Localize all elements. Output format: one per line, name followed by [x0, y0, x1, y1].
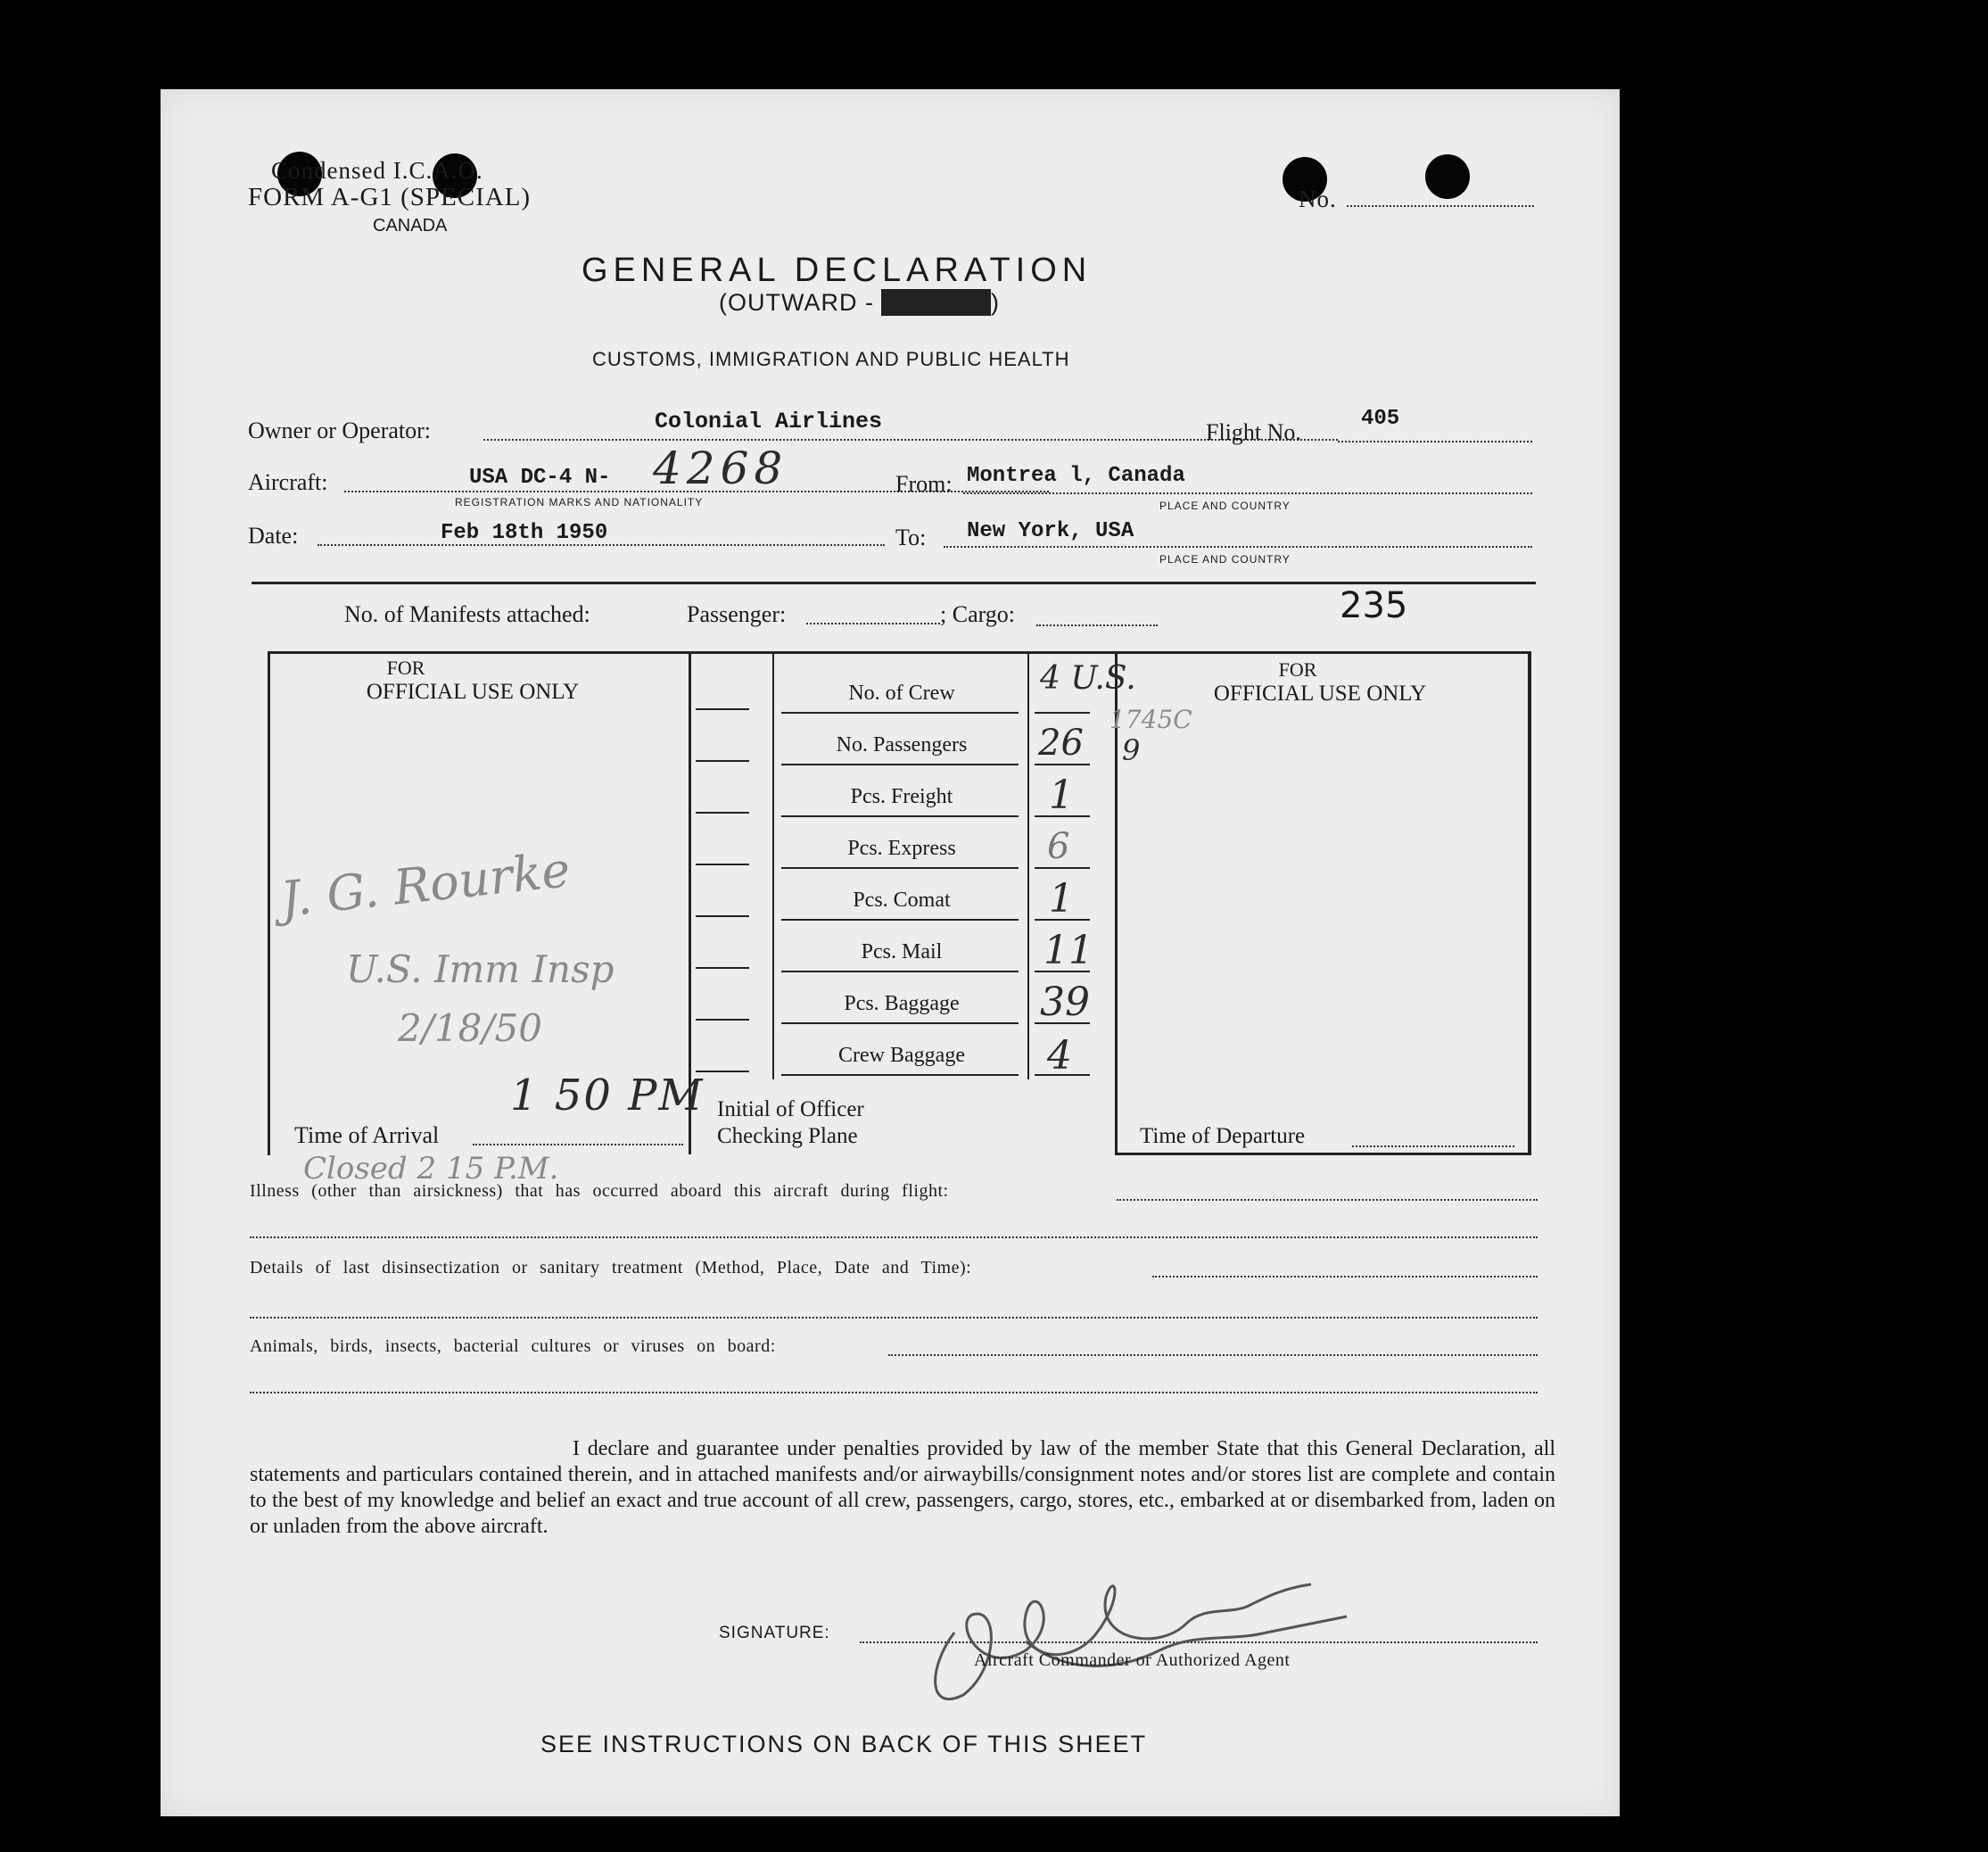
- aircraft-number-handwritten: 4268: [653, 442, 788, 494]
- number-field[interactable]: [1347, 205, 1534, 207]
- row-value-passengers: 26: [1038, 723, 1084, 764]
- declaration-form: [161, 89, 1620, 1816]
- form-subtitle: [719, 289, 1000, 317]
- row-value-crew-baggage: 4: [1047, 1033, 1072, 1079]
- to-label: To:: [895, 525, 927, 550]
- closed-note: Closed 2 15 P.M.: [303, 1151, 559, 1186]
- row-label-baggage: Pcs. Baggage: [844, 992, 960, 1015]
- row-label-passengers: No. Passengers: [836, 733, 968, 757]
- table-bottom-right: [1115, 1153, 1529, 1155]
- form-code-line1: Condensed I.C.A.O.: [271, 157, 483, 184]
- illness-label: Illness (other than airsickness) that has occurred aboard this aircraft during flight:: [250, 1181, 949, 1201]
- inspector-date: 2/18/50: [398, 1006, 542, 1050]
- passenger-side-note: 1745C: [1109, 705, 1192, 734]
- arrival-handwritten: 1 50 PM: [510, 1071, 705, 1120]
- row-line: [1035, 867, 1090, 869]
- form-title: GENERAL DECLARATION: [582, 252, 1093, 289]
- passenger-manifest-label: Passenger:: [687, 601, 787, 627]
- inspector-title: U.S. Imm Insp: [346, 947, 615, 991]
- departure-field[interactable]: [1352, 1145, 1514, 1147]
- row-line: [781, 712, 1019, 714]
- signature-caption: Aircraft Commander or Authorized Agent: [974, 1650, 1291, 1670]
- row-line: [696, 708, 749, 710]
- date-value: Feb 18th 1950: [441, 521, 608, 545]
- row-value-mail: 11: [1043, 928, 1093, 973]
- row-label-crew-baggage: Crew Baggage: [838, 1044, 965, 1067]
- row-line: [696, 812, 749, 814]
- initial-officer-label: Initial of Officer: [717, 1097, 864, 1121]
- cargo-manifest-label: ; Cargo:: [940, 601, 1016, 627]
- department-line: CUSTOMS, IMMIGRATION AND PUBLIC HEALTH: [592, 348, 1070, 370]
- arrival-field[interactable]: [473, 1144, 683, 1145]
- cargo-manifest-field[interactable]: [1036, 624, 1158, 626]
- date-label: Date:: [248, 523, 299, 549]
- subtitle-close: ): [990, 289, 1000, 316]
- flight-field[interactable]: [1338, 441, 1532, 442]
- from-caption: PLACE AND COUNTRY: [1159, 500, 1291, 512]
- passenger-side-note-2: 9: [1122, 733, 1141, 767]
- aircraft-caption: REGISTRATION MARKS AND NATIONALITY: [455, 496, 704, 508]
- row-line: [1035, 764, 1090, 765]
- flight-label: Flight No.: [1206, 419, 1301, 445]
- right-for-label: FOR: [1278, 658, 1317, 681]
- row-line: [781, 1074, 1019, 1076]
- row-label-mail: Pcs. Mail: [861, 940, 943, 963]
- row-line: [781, 764, 1019, 765]
- animals-label: Animals, birds, insects, bacterial cultures or viruses on board:: [250, 1336, 776, 1356]
- table-col-divider-2: [772, 651, 774, 1079]
- row-line: [781, 867, 1019, 869]
- flight-value: 405: [1361, 407, 1400, 431]
- passenger-manifest-field[interactable]: [806, 623, 940, 624]
- subtitle-struck: INWARD: [881, 289, 991, 316]
- signature-handwritten: [892, 1517, 1356, 1722]
- animals-field[interactable]: [888, 1354, 1538, 1356]
- row-value-freight: 1: [1049, 773, 1074, 818]
- row-label-comat: Pcs. Comat: [853, 889, 951, 912]
- from-field[interactable]: [963, 492, 1532, 494]
- aircraft-label: Aircraft:: [248, 469, 328, 495]
- manifest-number: 235: [1340, 585, 1408, 626]
- animals-field-line-2[interactable]: [250, 1392, 1538, 1393]
- illness-field[interactable]: [1117, 1199, 1538, 1201]
- right-official-label: OFFICIAL USE ONLY: [1213, 682, 1427, 706]
- row-line: [781, 971, 1019, 972]
- manifests-label: No. of Manifests attached:: [344, 601, 590, 627]
- arrival-label: Time of Arrival: [294, 1122, 440, 1148]
- to-field[interactable]: [944, 546, 1532, 548]
- row-line: [781, 919, 1019, 921]
- row-line: [1035, 712, 1090, 714]
- to-caption: PLACE AND COUNTRY: [1159, 553, 1291, 566]
- from-value: Montrea l, Canada: [967, 464, 1185, 488]
- footer-instructions: SEE INSTRUCTIONS ON BACK OF THIS SHEET: [540, 1731, 1148, 1757]
- departure-label: Time of Departure: [1140, 1124, 1306, 1148]
- row-value-crew: 4 U.S.: [1040, 660, 1136, 697]
- header-divider: [252, 582, 1536, 584]
- checking-plane-label: Checking Plane: [717, 1124, 858, 1148]
- inspector-signature: J. G. Rourke: [277, 841, 573, 928]
- row-line: [696, 760, 749, 762]
- owner-value: Colonial Airlines: [655, 409, 883, 434]
- row-label-express: Pcs. Express: [847, 837, 956, 860]
- declaration-text: I declare and guarantee under penalties provided by law of the member State that this General Declaration, all statements and particulars contained therein, and in attached manifests and/or airwaybills/consignment notes and/or stores list are complete and contain to the best of my knowledge and belief an exact and true account of all crew, passengers, cargo, stores, etc., embarked at or disembarked from, laden on or unladen from the above aircraft.: [250, 1437, 1555, 1538]
- signature-label: SIGNATURE:: [719, 1624, 830, 1642]
- number-label: No.: [1299, 186, 1337, 212]
- row-line: [696, 915, 749, 917]
- row-line: [696, 1019, 749, 1021]
- row-label-crew: No. of Crew: [848, 682, 955, 705]
- row-line: [781, 815, 1019, 817]
- illness-field-line-2[interactable]: [250, 1236, 1538, 1238]
- row-value-express: 6: [1047, 826, 1070, 867]
- disinsectization-label: Details of last disinsectization or sanitary treatment (Method, Place, Date and Time):: [250, 1258, 972, 1277]
- left-for-label: FOR: [386, 657, 425, 679]
- row-value-baggage: 39: [1040, 980, 1090, 1025]
- left-official-label: OFFICIAL USE ONLY: [366, 680, 580, 704]
- form-code-line2: FORM A-G1 (SPECIAL): [248, 183, 532, 211]
- row-line: [696, 864, 749, 865]
- row-line: [696, 967, 749, 969]
- country-label: CANADA: [373, 216, 448, 236]
- from-label: From:: [895, 471, 953, 497]
- owner-label: Owner or Operator:: [248, 418, 432, 443]
- to-value: New York, USA: [967, 519, 1134, 543]
- disinsectization-field[interactable]: [1152, 1276, 1538, 1277]
- disinsectization-field-line-2[interactable]: [250, 1317, 1538, 1319]
- table-col-divider-4: [1027, 651, 1029, 1079]
- aircraft-value: USA DC-4 N-: [469, 466, 611, 490]
- subtitle-outward: (OUTWARD -: [719, 289, 874, 316]
- punch-hole: [1425, 154, 1470, 199]
- row-label-freight: Pcs. Freight: [850, 785, 953, 808]
- row-value-comat: 1: [1049, 876, 1074, 922]
- row-line: [781, 1022, 1019, 1024]
